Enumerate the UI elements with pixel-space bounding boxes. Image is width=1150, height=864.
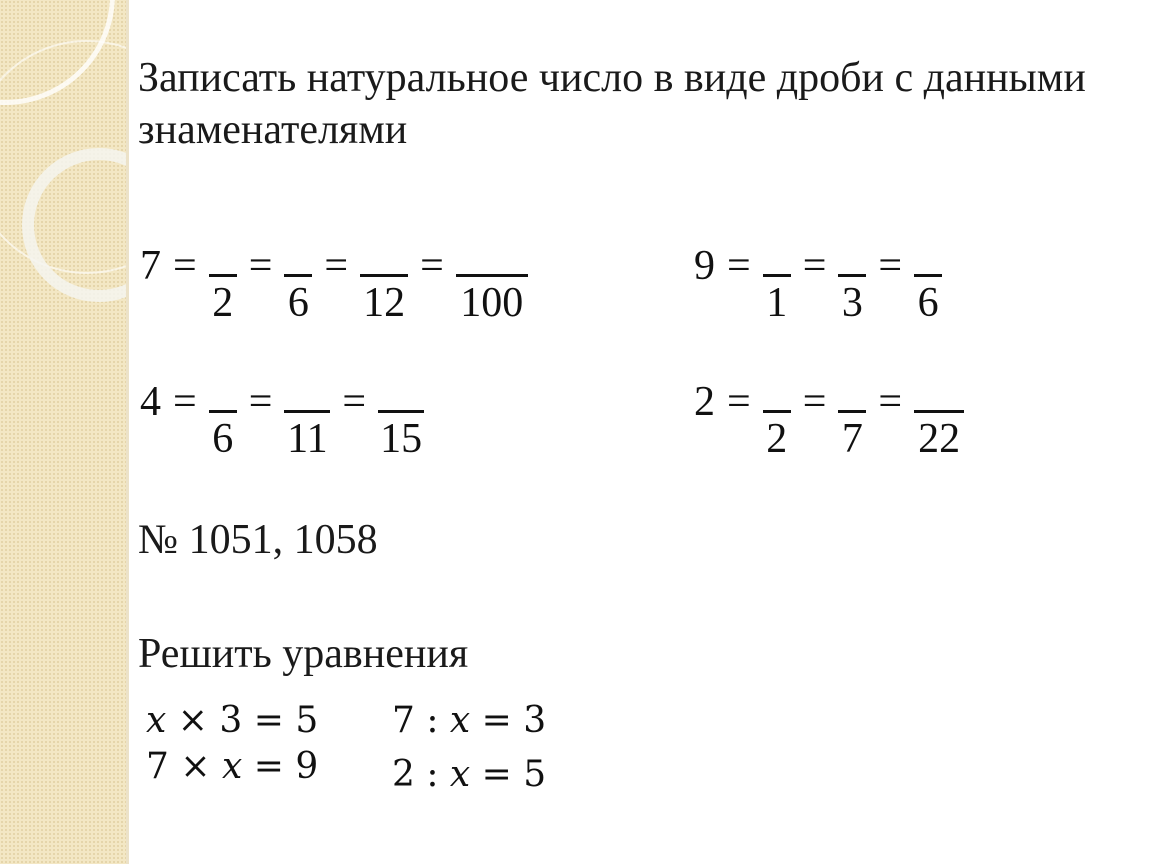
fraction-bar <box>360 274 408 277</box>
fraction-bar <box>914 274 942 277</box>
equation-variable: x <box>449 700 471 741</box>
denominator: 22 <box>918 416 961 462</box>
equals-sign: = <box>420 243 444 289</box>
equation-part: = 5 <box>242 700 319 741</box>
fraction-blank <box>456 236 528 326</box>
fraction-blank <box>284 372 330 462</box>
whole-number: 2 <box>694 379 715 425</box>
fraction-blank <box>763 372 791 462</box>
equals-sign: = <box>878 379 903 425</box>
fraction-equation <box>694 372 964 462</box>
denominator: 6 <box>917 280 939 326</box>
equation <box>392 700 546 741</box>
denominator: 6 <box>212 416 234 462</box>
equation <box>146 746 318 787</box>
equation-variable: x <box>146 700 167 741</box>
denominator: 100 <box>460 280 524 326</box>
fraction-blank <box>378 372 424 462</box>
equation-variable: x <box>221 746 243 787</box>
equals-sign: = <box>727 243 751 289</box>
fraction-blank <box>838 372 866 462</box>
fraction-blank <box>209 236 237 326</box>
equation-part: = 9 <box>242 746 319 787</box>
denominator: 1 <box>766 280 788 326</box>
fraction-blank <box>838 236 866 326</box>
fraction-bar <box>763 274 791 277</box>
equals-sign: = <box>802 243 827 289</box>
denominator: 3 <box>841 280 863 326</box>
denominator: 6 <box>287 280 309 326</box>
equals-sign: = <box>173 243 197 289</box>
whole-number: 9 <box>694 243 715 289</box>
decorative-side-strip <box>0 0 126 864</box>
exercise-numbers: № 1051, 1058 <box>138 517 378 563</box>
fraction-bar <box>209 410 237 413</box>
denominator: 12 <box>363 280 406 326</box>
equals-sign: = <box>173 379 197 425</box>
fraction-bar <box>838 274 866 277</box>
whole-number: 4 <box>140 379 161 425</box>
fraction-blank <box>914 372 964 462</box>
fraction-bar <box>456 274 528 277</box>
fraction-blank <box>209 372 237 462</box>
fraction-bar <box>284 274 312 277</box>
fraction-bar <box>763 410 791 413</box>
fraction-equation <box>694 236 942 326</box>
equals-sign: = <box>248 243 273 289</box>
fraction-bar <box>838 410 866 413</box>
fraction-blank <box>360 236 408 326</box>
equation <box>392 754 546 795</box>
fraction-blank <box>914 236 942 326</box>
fraction-equation <box>140 372 424 462</box>
fraction-blank <box>284 236 312 326</box>
equation-part: = 3 <box>470 700 547 741</box>
equation-part: 7 : <box>392 700 450 741</box>
equation-part: 7 × <box>146 746 222 787</box>
fraction-bar <box>378 410 424 413</box>
equals-sign: = <box>324 243 349 289</box>
equation-part: 3 <box>219 700 243 741</box>
equation <box>146 700 318 741</box>
equations-title: Решить уравнения <box>138 631 469 677</box>
equation-part: = 5 <box>470 754 547 795</box>
denominator: 11 <box>287 416 328 462</box>
fraction-equation <box>140 236 528 326</box>
fraction-bar <box>209 274 237 277</box>
equals-sign: = <box>248 379 273 425</box>
equals-sign: = <box>878 243 903 289</box>
side-strip-edge <box>126 0 129 864</box>
equals-sign: = <box>802 379 827 425</box>
equals-sign: = <box>727 379 751 425</box>
denominator: 2 <box>212 280 234 326</box>
equation-variable: x <box>449 754 471 795</box>
fraction-bar <box>284 410 330 413</box>
equation-part: 2 : <box>392 754 450 795</box>
fraction-blank <box>763 236 791 326</box>
denominator: 7 <box>841 416 863 462</box>
equals-sign: = <box>342 379 367 425</box>
whole-number: 7 <box>140 243 161 289</box>
fraction-bar <box>914 410 964 413</box>
equation-part: × <box>166 700 220 741</box>
slide-heading: Записать натуральное число в виде дроби с данными знаменателями <box>138 55 1086 153</box>
denominator: 2 <box>766 416 788 462</box>
denominator: 15 <box>380 416 423 462</box>
